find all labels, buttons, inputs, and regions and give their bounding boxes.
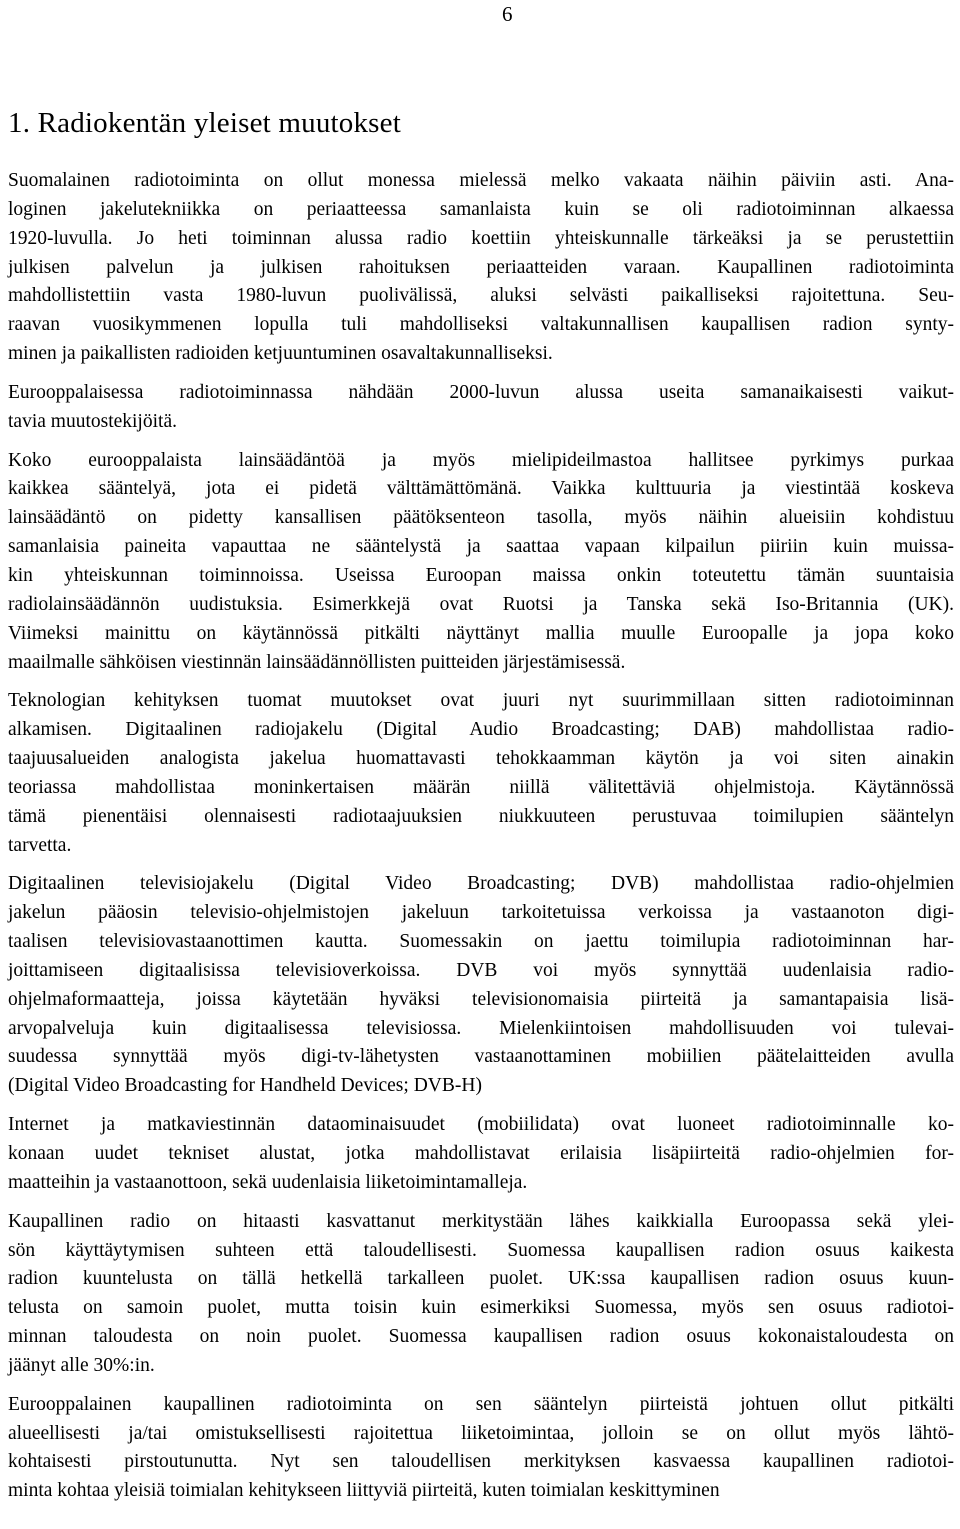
text-line: maailmalle sähköisen viestinnän lainsäädännöllisten puitteiden järjestämisessä.	[8, 651, 626, 673]
text-line: jäänyt alle 30%:in.	[8, 1354, 155, 1376]
text-line: taajuusalueiden analogista jakelua huomattavasti tehokkaamman käytön ja voi siten ainakin	[8, 748, 954, 770]
text-line: kin yhteiskunnan toiminnoissa. Useissa Euroopan maissa onkin toteutettu tämän suuntaisia	[8, 564, 954, 586]
text-line: Kaupallinen radio on hitaasti kasvattanut merkitystään lähes kaikkialla Euroopassa sekä ylei-	[8, 1210, 954, 1232]
text-line: alueellisesti ja/tai omistuksellisesti rajoitettua liiketoimintaa, jolloin se on ollut myös lähtö-	[8, 1422, 954, 1444]
paragraph	[8, 167, 954, 369]
text-line: minen ja paikallisten radioiden ketjuuntuminen osavaltakunnalliseksi.	[8, 343, 553, 365]
paragraph	[8, 447, 954, 678]
text-line: maatteihin ja vastaanottoon, sekä uudenlaisia liiketoimintamalleja.	[8, 1171, 528, 1193]
text-line: Internet ja matkaviestinnän dataominaisuudet (mobiilidata) ovat luoneet radiotoiminnalle ko-	[8, 1114, 954, 1136]
text-line: konaan uudet tekniset alustat, jotka mahdollistavat erilaisia lisäpiirteitä radio-ohjelmien for-	[8, 1143, 954, 1164]
text-line: loginen jakelutekniikka on periaatteessa samanlaista kuin se oli radiotoiminnan alkaessa	[8, 198, 954, 220]
paragraph	[8, 1208, 954, 1381]
text-line: Viimeksi mainittu on käytännössä pitkälti näyttänyt mallia muulle Euroopalle ja jopa koko	[8, 622, 954, 644]
body-text	[8, 167, 954, 1516]
text-line: arvopalveluja kuin digitaalisessa televisiossa. Mielenkiintoisen mahdollisuuden voi tulevai-	[8, 1017, 954, 1039]
page-number: 6	[502, 2, 513, 26]
paragraph	[8, 870, 954, 1101]
section-heading: 1. Radiokentän yleiset muutokset	[8, 107, 402, 139]
text-line: sön käyttäytymisen suhteen että taloudellisesti. Suomessa kaupallisen radion osuus kaikesta	[8, 1239, 954, 1261]
text-line: minnan taloudesta on noin puolet. Suomessa kaupallisen radion osuus kokonaistaloudesta on	[8, 1326, 954, 1348]
text-line: teoriassa mahdollistaa moninkertaisen määrän niillä välitettäviä ohjelmistoja. Käytännössä	[8, 776, 954, 798]
text-line: mahdollistettiin vasta 1980-luvun puolivälissä, aluksi selvästi paikalliseksi rajoitettuna. Seu-	[8, 285, 954, 307]
text-line: suudessa synnyttää myös digi-tv-lähetysten vastaanottaminen mobiilien päätelaitteiden avulla	[8, 1046, 954, 1068]
text-line: telusta on samoin puolet, mutta toisin kuin esimerkiksi Suomessa, myös sen osuus radiotoi-	[8, 1297, 954, 1319]
text-line: raavan vuosikymmenen lopulla tuli mahdolliseksi valtakunnallisen kaupallisen radion synty-	[8, 314, 954, 336]
text-line: tavia muutostekijöitä.	[8, 410, 177, 432]
text-line: julkisen palvelun ja julkisen rahoituksen periaatteiden varaan. Kaupallinen radiotoiminta	[8, 256, 954, 278]
text-line: Digitaalinen televisiojakelu (Digital Video Broadcasting; DVB) mahdollistaa radio-ohjelmien	[8, 873, 954, 895]
text-line: radion kuuntelusta on tällä hetkellä tarkalleen puolet. UK:ssa kaupallisen radion osuus kuun-	[8, 1268, 954, 1290]
paragraph	[8, 1111, 954, 1198]
paragraph	[8, 687, 954, 860]
text-line: Teknologian kehityksen tuomat muutokset ovat juuri nyt suurimmillaan sitten radiotoiminnan	[8, 690, 954, 712]
text-line: Koko eurooppalaista lainsäädäntöä ja myös mielipideilmastoa hallitsee pyrkimys purkaa	[8, 449, 954, 471]
text-line: 1920-luvulla. Jo heti toiminnan alussa radio koettiin yhteiskunnalle tärkeäksi ja se perustettiin	[8, 227, 954, 249]
text-line: Eurooppalaisessa radiotoiminnassa nähdään 2000-luvun alussa useita samanaikaisesti vaikut-	[8, 381, 954, 403]
text-line: lainsäädäntö on pidetty kansallisen päätöksenteon tasolla, myös näihin alueisiin kohdistuu	[8, 507, 954, 529]
text-line: samanlaisia paineita vapauttaa ne sääntelystä ja saattaa vapaan kilpailun piiriin kuin muissa-	[8, 536, 954, 558]
text-line: Suomalainen radiotoiminta on ollut monessa mielessä melko vakaata näihin päiviin asti. Ana-	[8, 170, 954, 191]
text-line: Eurooppalainen kaupallinen radiotoiminta on sen sääntelyn piirteistä johtuen ollut pitkälti	[8, 1393, 954, 1415]
text-line: ohjelmaformaatteja, joissa käytetään hyväksi televisionomaisia piirteitä ja samantapaisia lisä-	[8, 988, 954, 1010]
text-line: alkamisen. Digitaalinen radiojakelu (Digital Audio Broadcasting; DAB) mahdollistaa radio-	[8, 719, 954, 741]
paragraph	[8, 379, 954, 437]
paragraph	[8, 1391, 954, 1506]
text-line: kaikkea sääntelyä, jota ei pidetä välttämättömänä. Vaikka kulttuuria ja viestintää koskeva	[8, 478, 954, 500]
text-line: tämä pienentäisi olennaisesti radiotaajuuksien niukkuuteen perustuvaa toimilupien sääntelyn	[8, 805, 954, 827]
text-line: kohtaisesti pirstoutunutta. Nyt sen taloudellisen merkityksen kasvaessa kaupallinen radiotoi-	[8, 1451, 954, 1473]
text-line: radiolainsäädännön uudistuksia. Esimerkkejä ovat Ruotsi ja Tanska sekä Iso-Britannia (UK).	[8, 593, 954, 615]
text-line: taalisen televisiovastaanottimen kautta. Suomessakin on jaettu toimilupia radiotoiminnan har-	[8, 931, 954, 953]
text-line: tarvetta.	[8, 834, 72, 856]
text-line: minta kohtaa yleisiä toimialan kehitykseen liittyviä piirteitä, kuten toimialan keskittyminen	[8, 1480, 720, 1502]
text-line: joittamiseen digitaalisissa televisioverkoissa. DVB voi myös synnyttää uudenlaisia radio-	[8, 959, 954, 981]
text-line: jakelun pääosin televisio-ohjelmistojen jakeluun tarkoitetuissa verkoissa ja vastaanoton digi-	[8, 902, 954, 924]
text-line: (Digital Video Broadcasting for Handheld Devices; DVB-H)	[8, 1075, 482, 1097]
